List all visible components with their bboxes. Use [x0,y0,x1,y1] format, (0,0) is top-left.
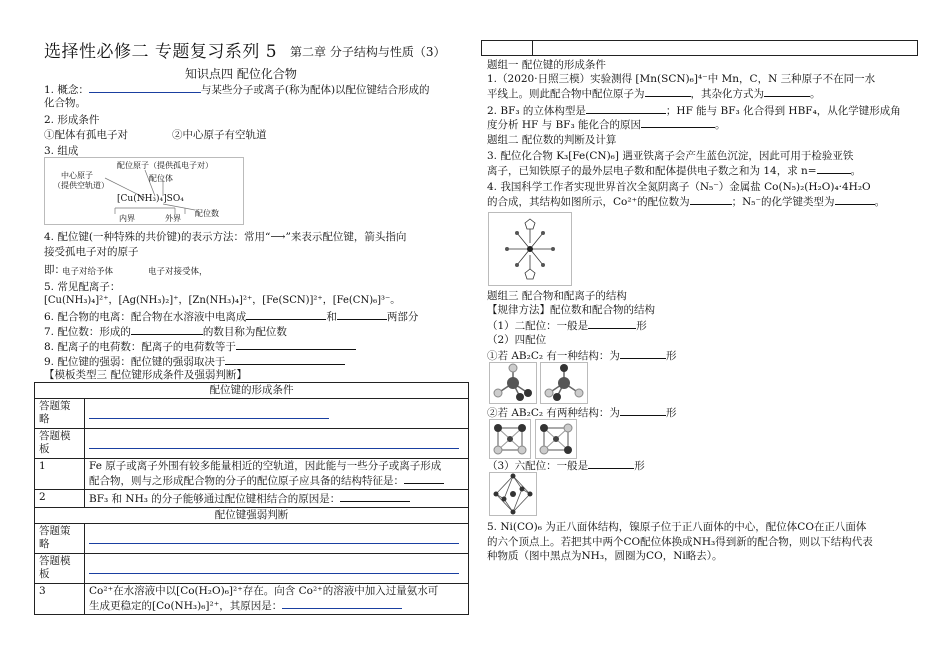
blank-r4-coord[interactable] [690,194,732,205]
law-heading: 【规律方法】配位数和配合物的结构 [487,304,655,316]
strategy-label-2: 答题策略 [35,524,85,554]
template-heading: 【模板类型三 配位键形成条件及强弱判断】 [44,369,247,381]
blank-r1-hybrid[interactable] [764,86,810,97]
blank-ionize-1[interactable] [246,309,326,320]
blank-charge[interactable] [236,339,356,350]
item-4-cont: 接受孤电子对的原子 [44,246,139,258]
octahedral-model [489,472,537,516]
blank-two-coord[interactable] [588,318,636,329]
tetrahedral-model-1 [489,362,537,404]
label-ligand-atom: 配位原子（提供孤电子对） [117,161,213,170]
chapter-subtitle: 第二章 分子结构与性质（3） [290,45,446,59]
co-n5-structure-drawing [489,213,571,285]
acceptor-label: 电子对接受体， [148,267,208,277]
six-coord: （3）六配位：一般是 形 [487,460,645,472]
blank-r4-bond[interactable] [835,194,875,205]
item-5-heading: 5. 常见配离子： [44,281,121,293]
template-label: 答题模板 [35,429,85,459]
tetrahedral-model-2-drawing [541,363,587,403]
blank-concept[interactable] [89,82,201,93]
question-3-number: 3 [35,584,85,615]
group-1-heading: 题组一 配位键的形成条件 [487,59,606,71]
template-label-2: 答题模板 [35,554,85,584]
donor-label: 电子对给予体 [62,267,114,277]
two-coord: （1）二配位：一般是 形 [487,320,647,332]
item-2-heading: 2. 形成条件 [44,114,100,126]
q4-line-a: 4. 我国科学工作者实现世界首次全氮阴离子（N₅⁻）金属盐 Co(N₅)₂(H₂O)₄·4H₂O [487,181,871,193]
blank-four-two[interactable] [620,405,666,416]
blank-strength[interactable] [225,354,345,365]
label-outer: 外界 [165,214,181,223]
common-ions: [Cu(NH₃)₄]²⁺，[Ag(NH₃)₂]⁺，[Zn(NH₃)₄]²⁺，[Fe(SCN)]²⁺，[Fe(CN)₆]³⁻。 [44,295,401,306]
q5-line-c: 种物质（图中黑点为NH₃，圆圈为CO，Ni略去）。 [487,550,723,562]
question-3-text: Co²⁺在水溶液中以[Co(H₂O)₆]²⁺存在。向含 Co²⁺的溶液中加入过量氨水可 生成更稳定的[Co(NH₃)₆]²⁺，其原因是： [85,584,469,615]
item-8: 8. 配离子的电荷数：配离子的电荷数等于 [44,339,356,354]
q3-line-b: 离子，已知铁原子的最外层电子数和配体提供电子数之和为 14，求 n= 。 [487,165,862,177]
section-strength: 配位键强弱判断 [35,508,469,524]
right-top-box [481,40,918,56]
blank-r2-shape[interactable] [586,103,666,114]
q3-line-a: 3. 配位化合物 K₃[Fe(CN)₆] 遇亚铁离子会产生蓝色沉淀，因此可用于检验亚铁 [487,150,854,162]
blank-q3[interactable] [282,598,402,609]
label-ligand: 配位体 [149,174,173,183]
page-title: 选择性必修二 专题复习系列 5 [44,42,278,62]
section-formation: 配位键的形成条件 [35,383,469,399]
item-1-cont: 化合物。 [44,97,86,109]
group-2-heading: 题组二 配位数的判断及计算 [487,134,617,146]
item-7: 7. 配位数：形成的 的数目称为配位数 [44,326,287,338]
blank-four-one[interactable] [620,348,666,359]
arrow-icon: ⟶ [270,231,286,243]
blank-six-coord[interactable] [588,458,634,469]
square-planar-cis-drawing [490,420,530,458]
template-answer[interactable] [85,429,469,459]
item-3-heading: 3. 组成 [44,145,79,157]
octahedral-model-drawing [490,473,536,515]
item-4-that-is: 即： [44,264,65,276]
answer-template-table [34,382,469,615]
four-coord-one: ①若 AB₂C₂ 有一种结构：为 形 [487,350,677,362]
question-1-text: Fe 原子或离子外围有较多能量相近的空轨道，因此能与一些分子或离子形成 配合物，则与之形成配合物的分子的配位原子应具备的结构特征是： [85,459,469,490]
question-2-text: BF₃ 和 NH₃ 的分子能够通过配位键相结合的原因是： [85,490,469,508]
formula-label: [Cu(NH₃)₄]SO₄ [117,194,184,204]
blank-ionize-2[interactable] [337,309,387,320]
q5-line-b: 的六个顶点上。若把其中两个CO配位体换成NH₃得到新的配合物，则以下结构代表 [487,536,873,548]
blank-r3-n[interactable] [817,163,851,174]
item-1-concept: 1. 概念： 与某些分子或离子(称为配体)以配位键结合形成的 [44,84,430,96]
q1-line-b: 平线上。则此配合物中配位原子为 ，其杂化方式为 。 [487,88,821,100]
item-9: 9. 配位键的强弱：配位键的强弱取决于 [44,354,345,369]
condition-1: ①配体有孤电子对 [44,129,128,141]
label-inner: 内界 [119,214,135,223]
blank-r1-atom[interactable] [645,86,691,97]
condition-2: ②中心原子有空轨道 [172,129,267,141]
template-answer-2[interactable] [85,554,469,584]
q5-line-a: 5. Ni(CO)₆ 为正八面体结构，镍原子位于正八面体的中心，配位体CO在正八面体 [487,521,867,533]
question-1-number: 1 [35,459,85,490]
q2-line-b: 度分析 HF 与 BF₃ 能化合的原因 。 [487,119,726,131]
q1-line-a: 1.（2020·日照三模）实验测得 [Mn(SCN)₆]⁴⁻中 Mn，C，N 三种原子不在同一水 [487,73,876,85]
item-4: 4. 配位键(一种特殊的共价键)的表示方法：常用“⟶”来表示配位键，箭头指向 [44,231,407,243]
four-coord-two: ②若 AB₂C₂ 有两种结构：为 形 [487,407,677,419]
blank-q1[interactable] [404,473,444,484]
label-coord-num: 配位数 [195,209,219,218]
label-central-note: （提供空轨道） [53,181,109,190]
label-central-atom: 中心原子 [61,171,93,180]
four-coord-heading: （2）四配位 [487,334,547,346]
knowledge-point-heading: 知识点四 配位化合物 [185,67,297,81]
blank-q2[interactable] [340,491,410,502]
composition-figure [44,157,244,225]
q4-line-b: 的合成，其结构如图所示，Co²⁺的配位数为 ；N₅⁻的化学键类型为 。 [487,196,886,208]
strategy-answer[interactable] [85,399,469,429]
question-2-number: 2 [35,490,85,508]
strategy-label: 答题策略 [35,399,85,429]
blank-r2-reason[interactable] [641,117,715,128]
q2-line-a: 2. BF₃ 的立体构型是 ；HF 能与 BF₃ 化合得到 HBF₄，从化学键形成角 [487,105,901,117]
item-6: 6. 配合物的电离：配合物在水溶液中电离成 和 两部分 [44,311,419,323]
tetrahedral-model-1-drawing [490,363,536,403]
blank-coord-num[interactable] [131,324,203,335]
square-planar-trans-drawing [536,420,576,458]
tetrahedral-model-2 [540,362,588,404]
strategy-answer-2[interactable] [85,524,469,554]
co-n5-structure-figure [488,212,572,286]
square-planar-trans [535,419,577,459]
square-planar-cis [489,419,531,459]
group-3-heading: 题组三 配合物和配离子的结构 [487,290,627,302]
